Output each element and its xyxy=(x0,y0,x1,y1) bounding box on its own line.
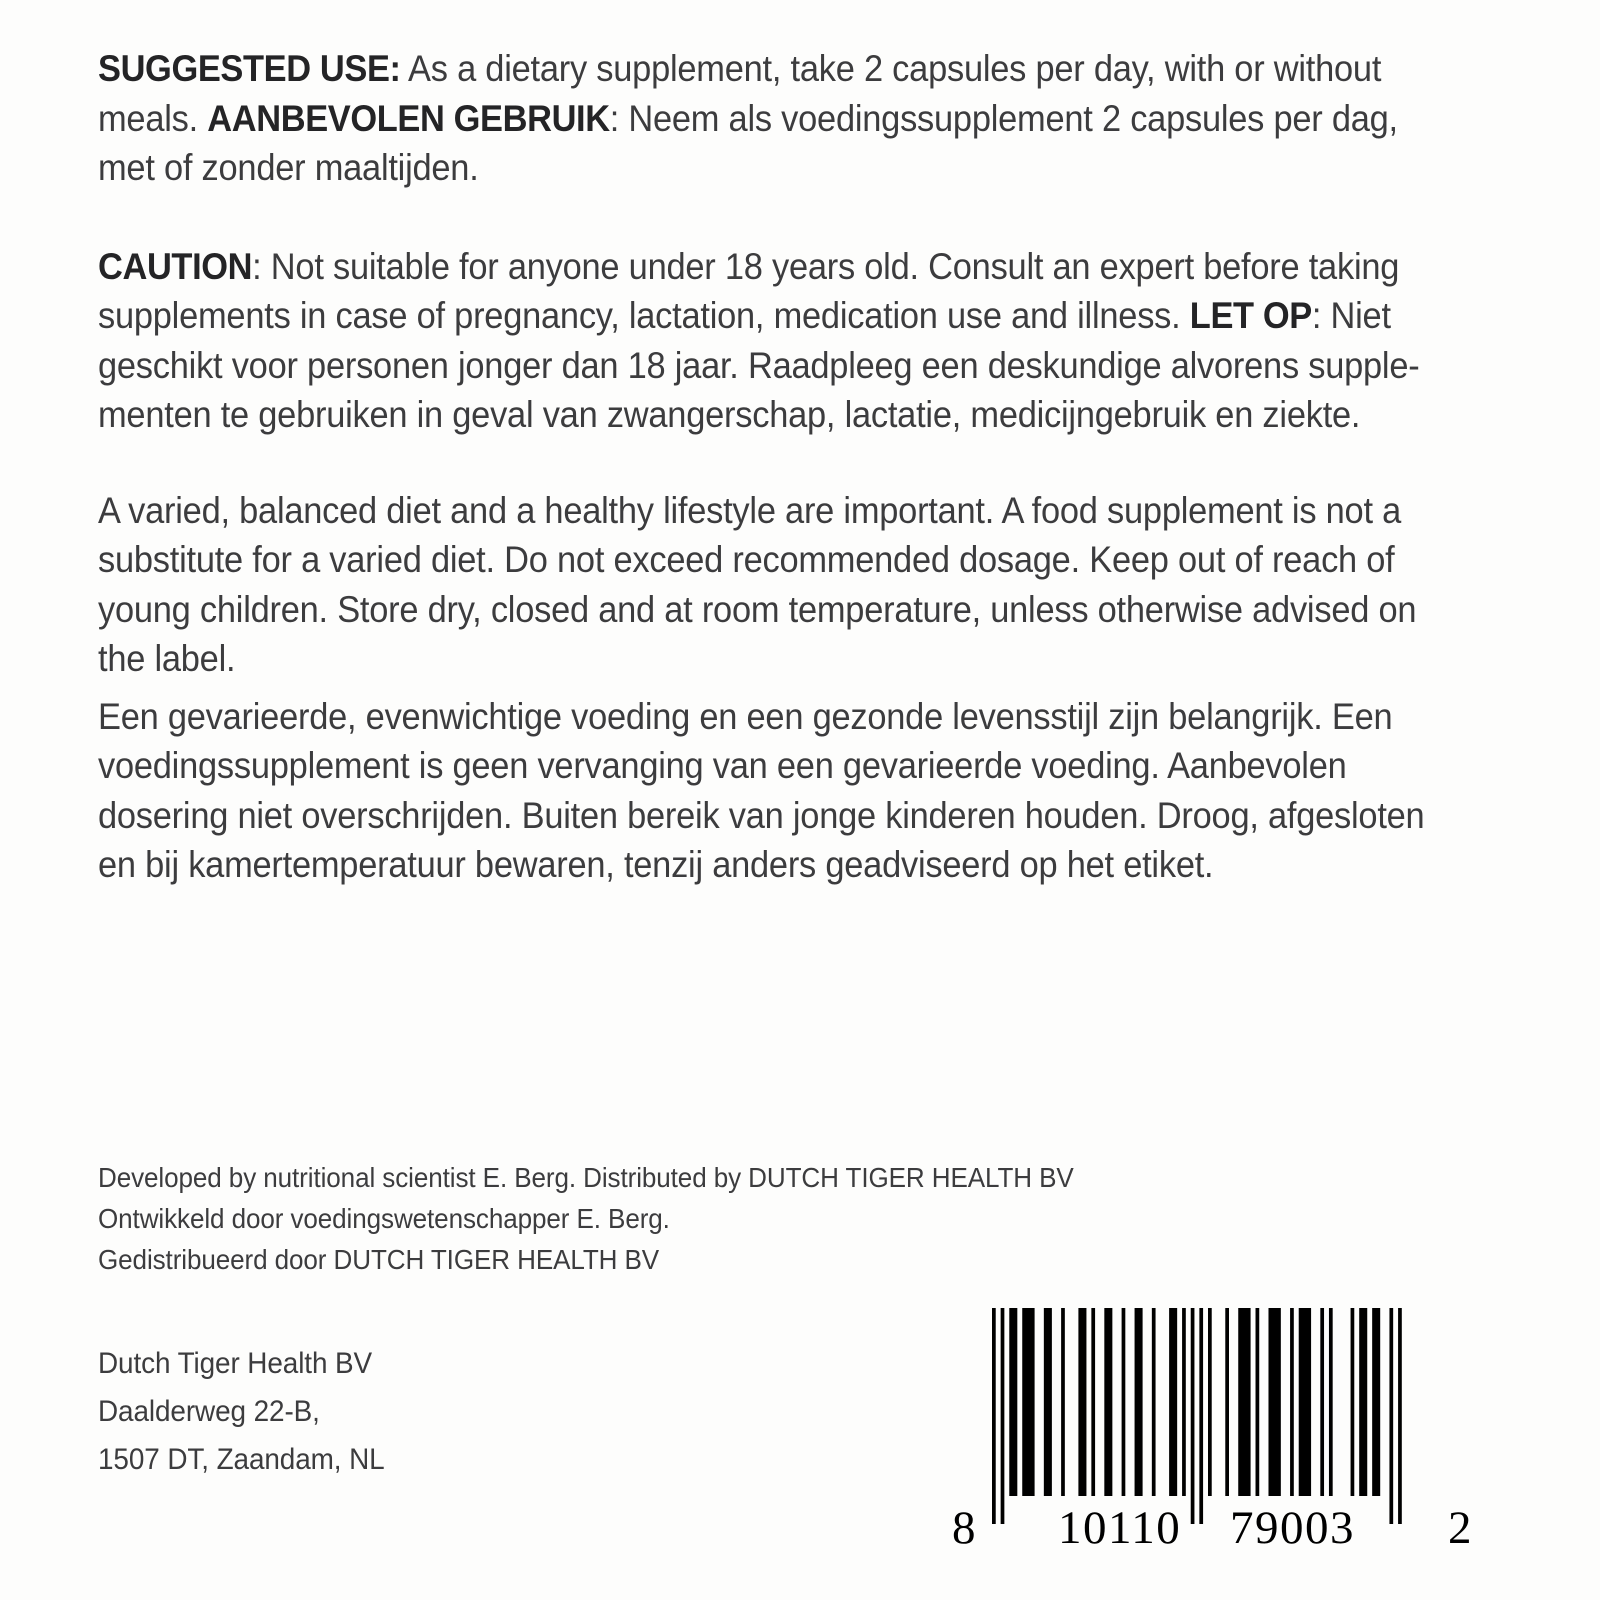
barcode-bar xyxy=(1351,1308,1355,1496)
label-copy-block xyxy=(98,44,1446,890)
barcode-bar xyxy=(1061,1308,1065,1496)
credit-line-nl-distributed: Gedistribueerd door DUTCH TIGER HEALTH BV xyxy=(98,1244,660,1275)
caution-body-nl: : Niet geschikt voor personen jonger dan 18 jaar. Raadpleeg een deskundige alvorens supple-menten te gebruiken in geval van zwangerschap, lactatie, medicijngebruik en ziekte. xyxy=(98,295,1420,435)
barcode-bar xyxy=(1022,1308,1034,1496)
barcode-bars xyxy=(992,1308,1402,1524)
suggested-use-body-nl: : Neem als voedingssupplement 2 capsules per dag, met of zonder maaltijden. xyxy=(98,97,1408,188)
developer-distributor-block xyxy=(98,1157,1298,1280)
spacer-3 xyxy=(98,684,1446,692)
barcode-bar xyxy=(1398,1308,1402,1524)
general-advice-paragraph-en: A varied, balanced diet and a healthy lifestyle are important. A food supplement is not a substitute for a varied diet. Do not exceed recommended dosage. Keep out of reach of young children. Store dry, closed and at room temperature, unless otherwise advised on the label. xyxy=(98,489,1426,679)
barcode-bar xyxy=(1256,1308,1260,1496)
barcode-bar xyxy=(1225,1308,1229,1496)
suggested-use-heading-en: SUGGESTED USE: xyxy=(98,48,401,89)
suggested-use-body-en: As a dietary supplement, take 2 capsules per day, with or without meals. xyxy=(98,48,1391,139)
credit-line-nl-developed: Ontwikkeld door voedingswetenschapper E. Berg. xyxy=(98,1203,670,1234)
address-company-name: Dutch Tiger Health BV xyxy=(98,1347,373,1380)
barcode-bar xyxy=(1135,1308,1143,1496)
barcode-digit-number-system: 8 xyxy=(952,1502,976,1550)
barcode xyxy=(930,1300,1490,1550)
barcode-bar xyxy=(1169,1308,1177,1496)
suggested-use-heading-nl: AANBEVOLEN GEBRUIK xyxy=(207,97,610,139)
barcode-bar xyxy=(1389,1308,1393,1524)
barcode-bar xyxy=(1268,1308,1280,1496)
barcode-bar xyxy=(1329,1308,1333,1496)
barcode-bar xyxy=(1091,1308,1095,1496)
barcode-bar xyxy=(1078,1308,1086,1496)
caution-heading-nl: LET OP xyxy=(1189,295,1312,336)
address-street: Daalderweg 22-B, xyxy=(98,1395,320,1428)
barcode-digits-right-group: 79003 xyxy=(1230,1502,1355,1550)
barcode-bar xyxy=(1182,1308,1186,1496)
barcode-bar xyxy=(992,1308,996,1524)
barcode-bar xyxy=(1191,1308,1195,1524)
barcode-bar xyxy=(1152,1308,1156,1496)
barcode-bar xyxy=(1199,1308,1203,1524)
barcode-bar xyxy=(1208,1308,1212,1496)
spacer-2 xyxy=(98,440,1446,486)
barcode-bar xyxy=(1001,1308,1005,1524)
barcode-bar xyxy=(1044,1308,1052,1496)
suggested-use-paragraph xyxy=(98,44,1446,193)
barcode-bar xyxy=(1299,1308,1311,1496)
barcode-bar xyxy=(1290,1308,1294,1496)
barcode-bar xyxy=(1122,1308,1126,1496)
caution-heading-en: CAUTION xyxy=(98,245,253,287)
barcode-bar xyxy=(1238,1308,1250,1496)
barcode-bar xyxy=(1009,1308,1017,1496)
barcode-bar xyxy=(1320,1308,1324,1496)
barcode-bar xyxy=(1372,1308,1380,1496)
barcode-upc-a-svg xyxy=(930,1300,1490,1550)
barcode-bar xyxy=(1359,1308,1367,1496)
barcode-bar xyxy=(1104,1308,1112,1496)
address-city: 1507 DT, Zaandam, NL xyxy=(98,1443,385,1476)
spacer-1 xyxy=(98,193,1446,242)
caution-body-en: : Not suitable for anyone under 18 years old. Consult an expert before taking supplements in case of pregnancy, lactation, medication use and illness. xyxy=(98,245,1409,336)
barcode-digits-left-group: 10110 xyxy=(1058,1502,1182,1550)
general-advice-paragraph-nl: Een gevarieerde, evenwichtige voeding en een gezonde levensstijl zijn belangrijk. Een voedingssupplement is geen vervanging van een gevarieerde voeding. Aanbevolen dosering niet overschrijden. Buiten bereik van jonge kinderen houden. Droog, afgesloten en bij kamertemperatuur bewaren, tenzij anders geadviseerd op het etiket. xyxy=(98,695,1434,885)
credit-line-en: Developed by nutritional scientist E. Berg. Distributed by DUTCH TIGER HEALTH BV xyxy=(98,1162,1074,1193)
company-address-block xyxy=(98,1340,718,1484)
caution-paragraph xyxy=(98,242,1446,440)
barcode-digit-check: 2 xyxy=(1448,1502,1472,1550)
